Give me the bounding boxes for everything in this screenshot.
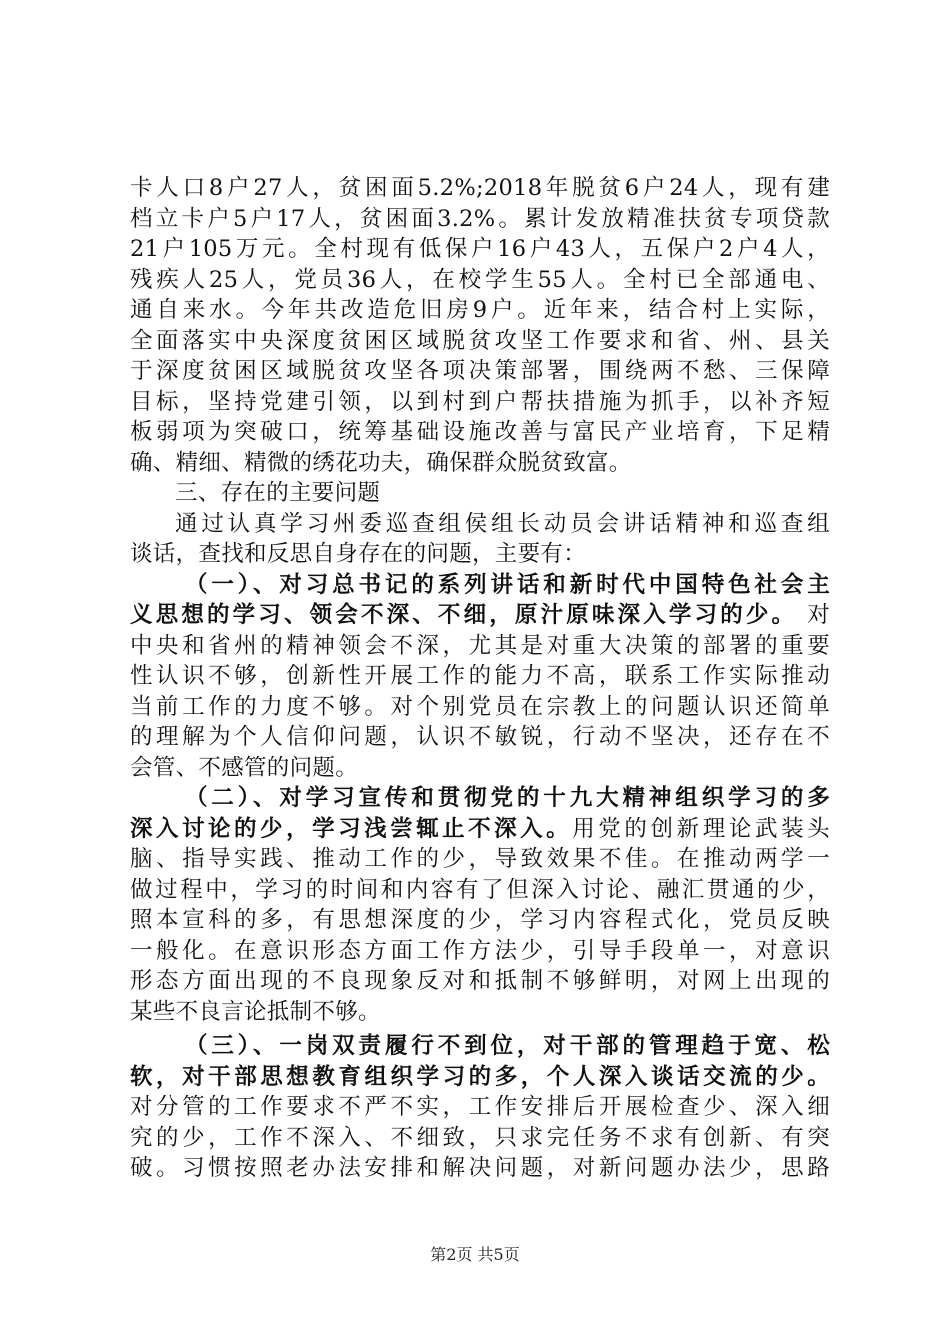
text-line: 档立卡户5户17人，贫困面3.2%。累计发放精准扶贫专项贷款 [130,205,830,232]
text-line: 一般化。在意识形态方面工作方法少，引导手段单一，对意识 [130,937,830,964]
text-line: 于深度贫困区域脱贫攻坚各项决策部署，围绕两不愁、三保障 [130,358,830,384]
text-line: 的理解为个人信仰问题，认识不敏锐，行动不坚决，还存在不 [130,724,830,750]
page-number: 第2页 共5页 [430,1245,520,1264]
text-line: 板弱项为突破口，统筹基础设施改善与富民产业培育，下足精 [130,419,830,445]
subheading-line: 义思想的学习、领会不深、不细，原汁原味深入学习的少。 [130,602,798,628]
text-fragment: 对 [807,602,830,628]
text-fragment: 用党的创新理论武装头 [572,815,830,842]
text-line: 残疾人25人，党员36人，在校学生55人。全村已全部通电、 [130,266,830,293]
text-line: 通自来水。今年共改造危旧房9户。近年来，结合村上实际， [130,297,830,323]
subheading-line: 深入讨论的少，学习浅尝辄止不深入。 [130,815,573,842]
text-line: 中央和省州的精神领会不深，尤其是对重大决策的部署的重要 [130,632,830,659]
text-line: 对分管的工作要求不严不实，工作安排后开展检查少、深入细 [130,1094,830,1120]
text-line [130,814,830,845]
text-line: 当前工作的力度不够。对个别党员在宗教上的问题认识还简单 [130,693,830,720]
subheading-line: （一）、对习总书记的系列讲话和新时代中国特色社会主 [185,571,830,598]
subheading-line: （二）、对学习宣传和贯彻党的十九大精神组织学习的多 [185,785,830,811]
problem-section-3 [130,1031,830,1184]
text-line: 全面落实中央深度贫困区域脱贫攻坚工作要求和省、州、县关 [130,327,830,354]
text-line: 谈话，查找和反思自身存在的问题，主要有： [130,541,587,567]
text-line: 通过认真学习州委巡查组侯组长动员会讲话精神和巡查组 [175,510,830,537]
text-line: 确、精细、精微的绣花功夫，确保群众脱贫致富。 [130,449,632,476]
text-line: 性认识不够，创新性开展工作的能力不高，联系工作实际推动 [130,663,830,689]
page-footer [0,1245,950,1265]
text-line: 某些不良言论抵制不够。 [130,998,381,1025]
document-body [130,173,830,1184]
text-line: 卡人口8户27人，贫困面5.2%;2018年脱贫6户24人，现有建 [130,175,830,201]
text-line: 21户105万元。全村现有低保户16户43人，五保户2户4人， [130,236,830,262]
text-line: 形态方面出现的不良现象反对和抵制不够鲜明，对网上出现的 [130,968,830,994]
section-heading: 三、存在的主要问题 [175,480,381,506]
text-line: 做过程中，学习的时间和内容有了但深入讨论、融汇贯通的少， [130,876,830,903]
text-line: 目标，坚持党建引领，以到村到户帮扶措施为抓手，以补齐短 [130,388,830,415]
subheading-line: （三）、一岗双责履行不到位，对干部的管理趋于宽、松 [185,1033,830,1059]
paragraph-problems-intro [130,509,830,570]
text-line: 会管、不感管的问题。 [130,754,359,781]
text-line [130,600,830,631]
subheading-line: 软，对干部思想教育组织学习的多，个人深入谈话交流的少。 [130,1063,830,1090]
problem-section-2 [130,783,830,1027]
paragraph-intro [130,173,830,478]
text-line: 破。习惯按照老办法安排和解决问题，对新问题办法少，思路 [130,1155,830,1181]
text-line: 脑、指导实践、推动工作的少，导致效果不佳。在推动两学一 [130,846,830,872]
text-line: 究的少，工作不深入、不细致，只求完任务不求有创新、有突 [130,1124,830,1151]
text-line: 照本宣科的多，有思想深度的少，学习内容程式化，党员反映 [130,907,830,933]
problem-section-1 [130,570,830,784]
